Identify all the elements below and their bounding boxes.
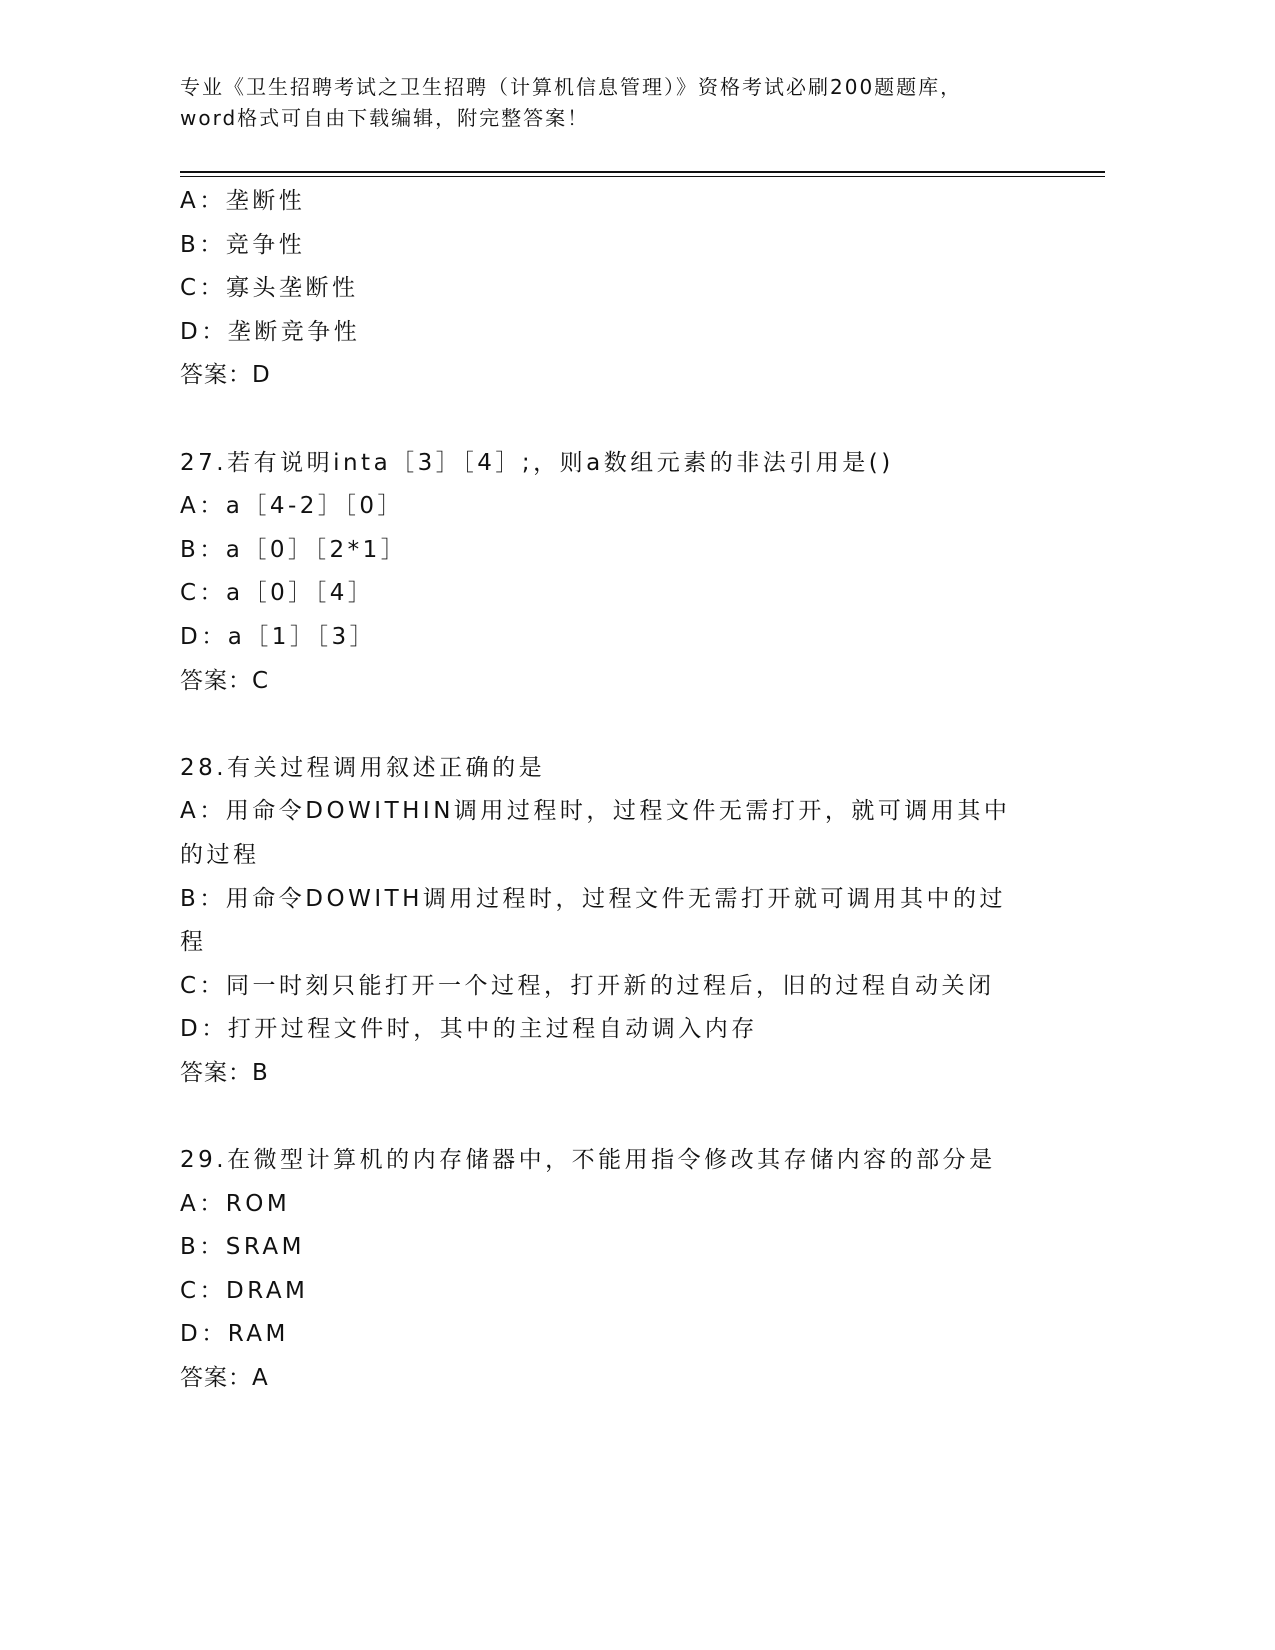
option-a: A：ROM <box>180 1190 291 1217</box>
option-d: D：垄断竞争性 <box>180 318 361 345</box>
option-a: A：a［4-2］［0］ <box>180 493 405 520</box>
header-line-2: word格式可自由下载编辑，附完整答案！ <box>180 106 590 130</box>
question-stem: 27.若有说明inta［3］［4］;，则a数组元素的非法引用是() <box>180 449 894 476</box>
header-divider-thin <box>180 176 1105 177</box>
option-a: A：垄断性 <box>180 188 306 214</box>
header-divider-thick <box>180 171 1105 173</box>
question-list <box>180 180 1030 1401</box>
answer: 答案：B <box>180 1059 269 1086</box>
option-d: D：打开过程文件时，其中的主过程自动调入内存 <box>180 1016 758 1043</box>
document-header <box>180 72 1080 134</box>
option-b: B：a［0］［2*1］ <box>180 536 408 563</box>
spacer <box>180 398 1030 442</box>
option-c: C：寡头垄断性 <box>180 275 359 302</box>
option-c: C：同一时刻只能打开一个过程，打开新的过程后，旧的过程自动关闭 <box>180 972 995 999</box>
option-d: D：a［1］［3］ <box>180 623 377 650</box>
spacer <box>180 703 1030 747</box>
option-b: B：用命令DOWITH调用过程时，过程文件无需打开就可调用其中的过程 <box>180 885 1006 956</box>
question-28 <box>180 747 1030 1096</box>
question-stem: 29.在微型计算机的内存储器中，不能用指令修改其存储内容的部分是 <box>180 1147 996 1174</box>
question-29 <box>180 1139 1030 1401</box>
option-c: C：a［0］［4］ <box>180 580 375 607</box>
header-line-1: 专业《卫生招聘考试之卫生招聘（计算机信息管理）》资格考试必刷200题题库， <box>180 75 963 99</box>
option-c: C：DRAM <box>180 1277 309 1304</box>
question-stem: 28.有关过程调用叙述正确的是 <box>180 754 546 781</box>
option-b: B：SRAM <box>180 1234 306 1261</box>
question-27 <box>180 442 1030 704</box>
spacer <box>180 1095 1030 1139</box>
answer: 答案：D <box>180 362 271 389</box>
answer: 答案：C <box>180 667 270 694</box>
option-b: B：竞争性 <box>180 231 306 258</box>
answer: 答案：A <box>180 1365 269 1392</box>
option-a: A：用命令DOWITHIN调用过程时，过程文件无需打开，就可调用其中的过程 <box>180 798 1011 868</box>
option-d: D：RAM <box>180 1321 289 1348</box>
question-26 <box>180 180 1030 398</box>
